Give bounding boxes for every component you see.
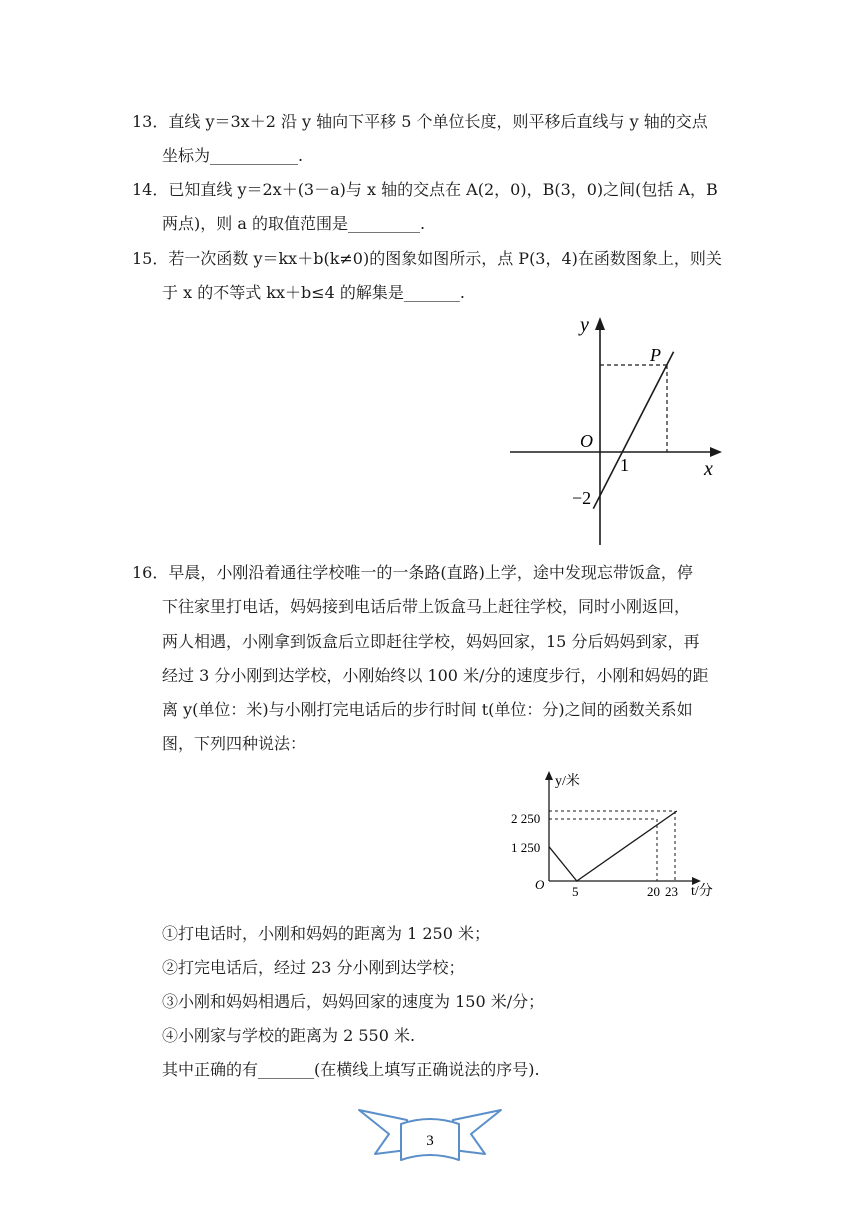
- q16-x-tick-5: 5: [572, 884, 579, 899]
- q15-function-line: [593, 352, 673, 509]
- ribbon-right-tail: [453, 1110, 501, 1154]
- q14-line-1: 14．已知直线 y＝2x＋(3－a)与 x 轴的交点在 A(2，0)，B(3，0)之间(包括 A，B: [132, 180, 718, 199]
- ribbon-left-tail: [359, 1110, 407, 1154]
- q15-y-intercept-label: −2: [572, 488, 592, 508]
- q16-line-3: 两人相遇，小刚拿到饭盒后立即赶往学校，妈妈回家，15 分后妈妈到家，再: [162, 632, 700, 651]
- q13-line-2: 坐标为___________.: [162, 146, 304, 165]
- q16-statement-4: ④小刚家与学校的距离为 2 550 米.: [162, 1026, 416, 1045]
- q16-line-2: 下往家里打电话，妈妈接到电话后带上饭盒马上赶往学校，同时小刚返回，: [162, 597, 691, 616]
- q15-line-1: 15．若一次函数 y＝kx＋b(k≠0)的图象如图所示，点 P(3，4)在函数图象上，则关: [132, 249, 722, 268]
- q16-statement-3: ③小刚和妈妈相遇后，妈妈回家的速度为 150 米/分；: [162, 992, 545, 1011]
- q15-point-p-label: P: [650, 345, 661, 365]
- q16-y-axis-arrow: [545, 771, 553, 780]
- q16-answer-line: 其中正确的有_______(在横线上填写正确说法的序号).: [162, 1060, 540, 1079]
- q15-x-intercept-label: 1: [620, 455, 629, 475]
- q15-x-axis-arrow: [710, 447, 722, 457]
- q16-y-tick-2250: 2 250: [511, 811, 541, 826]
- q15-line-2: 于 x 的不等式 kx＋b≤4 的解集是_______.: [162, 283, 466, 302]
- q16-origin-label: O: [535, 877, 545, 892]
- q15-y-axis-arrow: [595, 317, 605, 330]
- q14-line-2: 两点)，则 a 的取值范围是_________.: [162, 214, 426, 233]
- q16-x-axis-label: t/分: [691, 884, 713, 899]
- q16-y-tick-1250: 1 250: [511, 840, 541, 855]
- q15-x-axis-label: x: [704, 458, 713, 480]
- page-number: 3: [426, 1133, 434, 1149]
- q16-statement-2: ②打完电话后，经过 23 分小刚到达学校；: [162, 958, 465, 977]
- q16-line-1: 16．早晨，小刚沿着通往学校唯一的一条路(直路)上学，途中发现忘带饭盒，停: [132, 563, 693, 582]
- q16-y-axis-label: y/米: [555, 774, 580, 789]
- page-number-ribbon: [355, 1104, 505, 1166]
- q16-x-tick-23: 23: [665, 884, 678, 899]
- q16-line-5: 离 y(单位：米)与小刚打完电话后的步行时间 t(单位：分)之间的函数关系如: [162, 700, 693, 719]
- q16-graph: [505, 765, 735, 905]
- q13-line-1: 13．直线 y＝3x＋2 沿 y 轴向下平移 5 个单位长度，则平移后直线与 y 轴的交点: [132, 112, 708, 131]
- q16-line-4: 经过 3 分小刚到达学校，小刚始终以 100 米/分的速度步行，小刚和妈妈的距: [162, 666, 709, 685]
- q16-distance-line: [549, 811, 677, 881]
- q16-x-tick-20: 20: [647, 884, 660, 899]
- q16-line-6: 图，下列四种说法：: [162, 734, 307, 753]
- q15-y-axis-label: y: [580, 314, 589, 336]
- q15-graph: [500, 305, 740, 550]
- q16-statement-1: ①打电话时，小刚和妈妈的距离为 1 250 米；: [162, 924, 490, 943]
- q15-origin-label: O: [580, 431, 593, 451]
